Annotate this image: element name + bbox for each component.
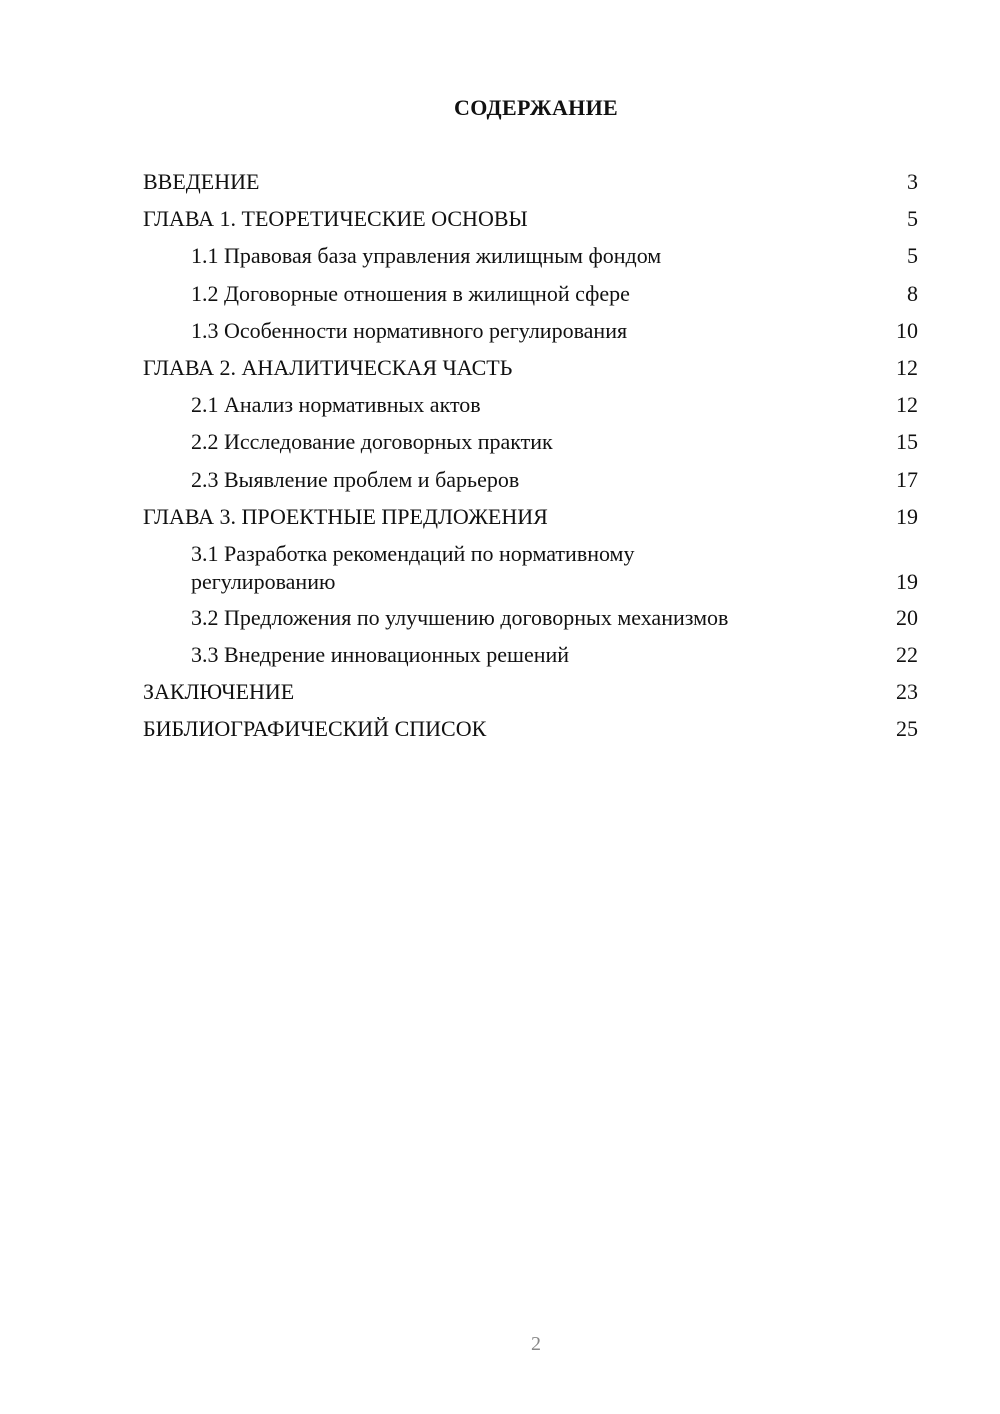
toc-entry-page: 8 [907, 280, 918, 306]
toc-entry-label: 3.3 Внедрение инновационных решений [191, 642, 570, 668]
toc-entry-label: 1.3 Особенности нормативного регулирования [191, 317, 628, 343]
table-of-contents [143, 168, 918, 753]
toc-entry-label: 3.2 Предложения по улучшению договорных механизмов [191, 604, 729, 630]
toc-entry-introduction [143, 168, 918, 196]
toc-entry-label: 1.1 Правовая база управления жилищным фондом [191, 243, 662, 269]
toc-entry-page: 12 [896, 354, 918, 380]
toc-entry-chapter-2 [143, 354, 918, 382]
toc-entry-label: 2.3 Выявление проблем и барьеров [191, 466, 520, 492]
toc-entry-label: ГЛАВА 1. ТЕОРЕТИЧЕСКИЕ ОСНОВЫ [143, 206, 528, 232]
toc-entry-label: 2.1 Анализ нормативных актов [191, 392, 481, 418]
toc-entry-page: 3 [907, 169, 918, 194]
toc-entry-label: 3.1 Разработка рекомендаций по нормативному регулированию [191, 540, 635, 594]
toc-entry-label: ГЛАВА 3. ПРОЕКТНЫЕ ПРЕДЛОЖЕНИЯ [143, 503, 548, 529]
toc-entry-bibliography [143, 715, 918, 743]
toc-entry-section-3-3 [143, 641, 918, 669]
toc-entry-label: 1.2 Договорные отношения в жилищной сфере [191, 280, 630, 306]
toc-entry-page: 20 [896, 604, 918, 630]
toc-entry-section-2-1 [143, 391, 918, 419]
toc-entry-page: 5 [907, 206, 918, 232]
toc-entry-section-2-3 [143, 466, 918, 494]
toc-entry-page: 19 [896, 503, 918, 529]
toc-entry-page: 19 [896, 568, 918, 594]
toc-entry-page: 22 [896, 642, 918, 668]
page-number: 2 [531, 1333, 541, 1355]
toc-entry-chapter-1 [143, 205, 918, 233]
toc-entry-label: ВВЕДЕНИЕ [143, 169, 260, 194]
toc-entry-chapter-3 [143, 503, 918, 531]
toc-entry-label: ГЛАВА 2. АНАЛИТИЧЕСКАЯ ЧАСТЬ [143, 354, 513, 380]
toc-entry-label: ЗАКЛЮЧЕНИЕ [143, 679, 295, 705]
toc-entry-section-1-1 [143, 242, 918, 270]
toc-entry-section-1-3 [143, 317, 918, 345]
toc-entry-section-3-2 [143, 604, 918, 632]
toc-entry-section-1-2 [143, 280, 918, 308]
toc-entry-section-2-2 [143, 428, 918, 456]
toc-entry-page: 25 [896, 716, 918, 742]
toc-entry-label: 2.2 Исследование договорных практик [191, 429, 553, 455]
toc-entry-label: БИБЛИОГРАФИЧЕСКИЙ СПИСОК [143, 716, 487, 742]
toc-entry-conclusion [143, 678, 918, 706]
toc-entry-section-3-1 [143, 540, 918, 596]
toc-entry-page: 10 [896, 317, 918, 343]
toc-entry-page: 12 [896, 392, 918, 418]
toc-entry-page: 23 [896, 679, 918, 705]
toc-entry-page: 5 [907, 243, 918, 269]
toc-entry-page: 17 [896, 466, 918, 492]
page-title: СОДЕРЖАНИЕ [454, 95, 618, 120]
toc-entry-page: 15 [896, 429, 918, 455]
